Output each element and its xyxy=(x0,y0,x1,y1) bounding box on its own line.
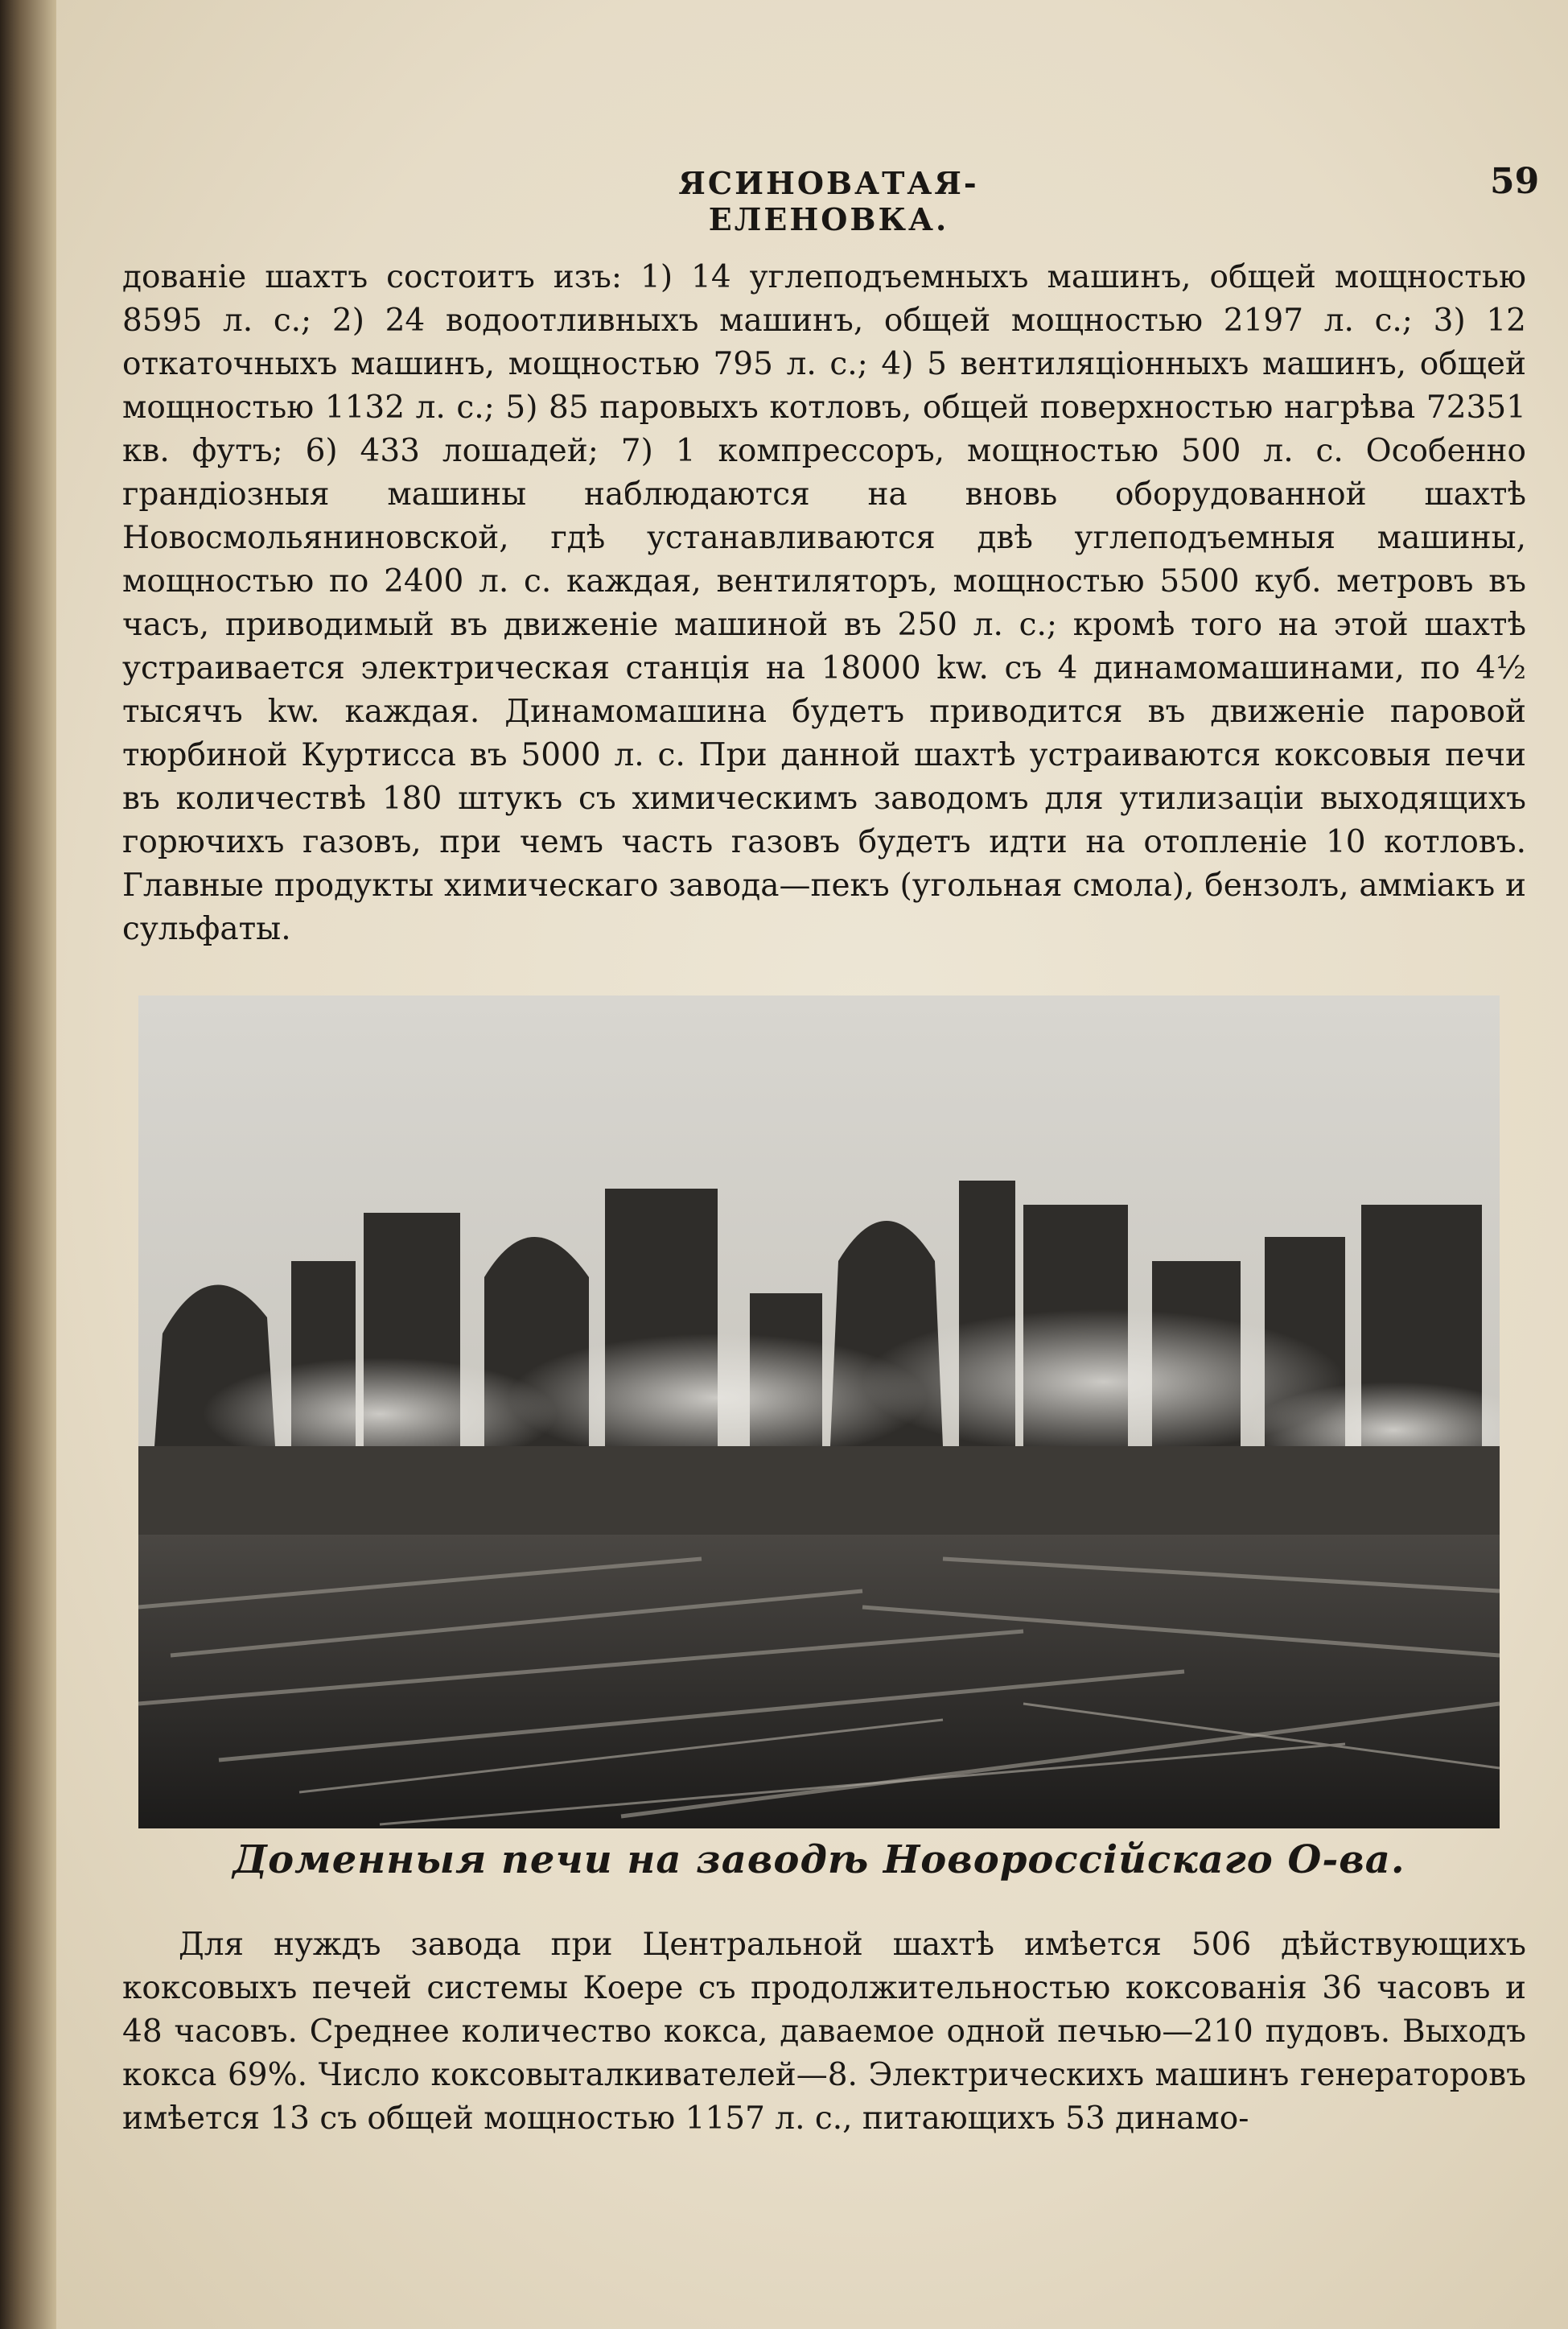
photo-illustration xyxy=(138,995,1500,1828)
page-number: 59 xyxy=(1490,161,1540,202)
book-gutter-shadow xyxy=(0,0,56,2329)
body-text-bottom xyxy=(122,1923,1526,2141)
paragraph: Для нуждъ завода при Центральной шахтѣ имѣется 506 дѣйствующихъ коксовыхъ печей системы Коере съ продолжительностью коксованія 36 часовъ и 48 часовъ. Среднее количество кокса, даваемое одной печью—210 пудовъ. Выходъ кокса 69%. Число коксовыталкивателей—8. Электрическихъ машинъ генераторовъ имѣется 13 съ общей мощностью 1157 л. с., питающихъ 53 динамо- xyxy=(122,1927,1526,2137)
figure-caption: Доменныя печи на заводѣ Новороссійскаго О-ва. xyxy=(233,1837,1405,1882)
blast-furnace-photo xyxy=(138,995,1500,1828)
body-text-top xyxy=(122,256,1526,951)
running-head: ЯСИНОВАТАЯ-ЕЛЕНОВКА. xyxy=(678,165,979,237)
paragraph: дованіе шахтъ состоитъ изъ: 1) 14 углеподъемныхъ машинъ, общей мощностью 8595 л. с.; 2) 24 водоотливныхъ машинъ, общей мощностью 2197 л. с.; 3) 12 откаточныхъ машинъ, мощностью 795 л. с.; 4) 5 вентиляціонныхъ машинъ, общей мощностью 1132 л. с.; 5) 85 паровыхъ котловъ, общей поверхностью нагрѣва 72351 кв. футъ; 6) 433 лошадей; 7) 1 компрессоръ, мощностью 500 л. с. Особенно грандіозныя машины наблюдаются на вновь оборудованной шахтѣ Новосмольяниновской, гдѣ устанавливаются двѣ углеподъемныя машины, мощностью по 2400 л. с. каждая, вентиляторъ, мощностью 5500 куб. метровъ въ часъ, приводимый въ движеніе машиной въ 250 л. с.; кромѣ того на этой шахтѣ устраивается электрическая станція на 18000 kw. съ 4 динамомашинами, по 4½ тысячъ kw. каждая. Динамомашина будетъ приводится въ движеніе паровой тюрбиной Куртисса въ 5000 л. с. При данной шахтѣ устраиваются коксовыя печи въ количествѣ 180 штукъ съ химическимъ заводомъ для утилизаціи выходящихъ горючихъ газовъ, при чемъ часть газовъ будетъ идти на отопленіе 10 котловъ. Главные продукты химическаго завода—пекъ (угольная смола), бензолъ, аммiакъ и сульфаты. xyxy=(122,259,1526,947)
